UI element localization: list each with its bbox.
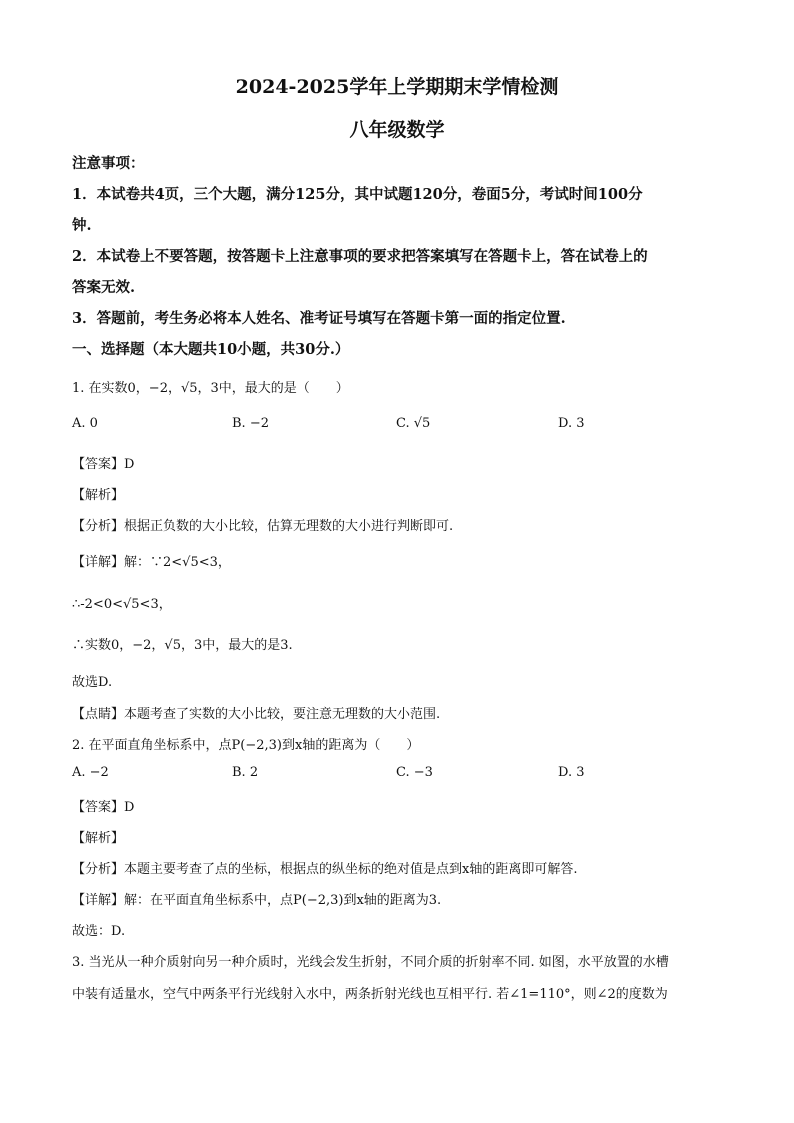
q1-step-2: ∴实数0，−2，√5，3中，最大的是3.: [72, 638, 293, 653]
notes-heading: 注意事项：: [72, 155, 145, 172]
q2-stem: 2. 在平面直角坐标系中，点P(−2,3)到x轴的距离为（ ）: [72, 738, 420, 753]
q1-answer: 【答案】D: [72, 457, 135, 472]
q1-stem: 1. 在实数0，−2，√5，3中，最大的是（ ）: [72, 381, 349, 396]
q1-fenxi: 【分析】根据正负数的大小比较，估算无理数的大小进行判断即可.: [72, 519, 454, 534]
q2-option-b: B. 2: [232, 765, 259, 780]
q1-analysis-label: 【解析】: [72, 488, 125, 503]
note-2-line-1: 2．本试卷上不要答题，按答题卡上注意事项的要求把答案填写在答题卡上，答在试卷上的: [72, 248, 648, 265]
q1-dianjing: 【点睛】本题考查了实数的大小比较，要注意无理数的大小范围.: [72, 707, 441, 722]
q1-choice: 故选D.: [72, 675, 113, 690]
section-1-heading: 一、选择题（本大题共10小题，共30分.）: [72, 341, 350, 358]
q2-detail: 【详解】解：在平面直角坐标系中，点P(−2,3)到x轴的距离为3.: [72, 893, 442, 908]
q3-stem-line-1: 3. 当光从一种介质射向另一种介质时，光线会发生折射，不同介质的折射率不同. 如图，水平放置的水槽: [72, 955, 669, 970]
exam-title: 2024-2025学年上学期期末学情检测: [235, 76, 559, 98]
q1-option-c: C. √5: [396, 416, 431, 431]
q2-answer: 【答案】D: [72, 800, 135, 815]
q1-step-1: ∴-2<0<√5<3，: [72, 597, 172, 612]
note-3: 3．答题前，考生务必将本人姓名、准考证号填写在答题卡第一面的指定位置.: [72, 310, 566, 327]
q2-analysis-label: 【解析】: [72, 831, 125, 846]
q3-stem-line-2: 中装有适量水，空气中两条平行光线射入水中，两条折射光线也互相平行. 若∠1=110°，则∠2的度数为: [72, 987, 668, 1002]
q2-option-d: D. 3: [558, 765, 585, 780]
q1-option-b: B. −2: [232, 416, 269, 431]
q1-option-d: D. 3: [558, 416, 585, 431]
q2-option-c: C. −3: [396, 765, 433, 780]
q1-detail: 【详解】解：∵2<√5<3，: [72, 555, 231, 570]
exam-subtitle: 八年级数学: [349, 119, 445, 141]
q2-fenxi: 【分析】本题主要考查了点的坐标，根据点的纵坐标的绝对值是点到x轴的距离即可解答.: [72, 862, 578, 877]
note-2-line-2: 答案无效.: [72, 279, 136, 296]
q1-option-a: A. 0: [72, 416, 98, 431]
q2-choice: 故选：D.: [72, 924, 126, 939]
note-1-line-2: 钟.: [72, 217, 92, 234]
q2-option-a: A. −2: [72, 765, 109, 780]
note-1-line-1: 1．本试卷共4页，三个大题，满分125分，其中试题120分，卷面5分，考试时间100分: [72, 186, 643, 203]
